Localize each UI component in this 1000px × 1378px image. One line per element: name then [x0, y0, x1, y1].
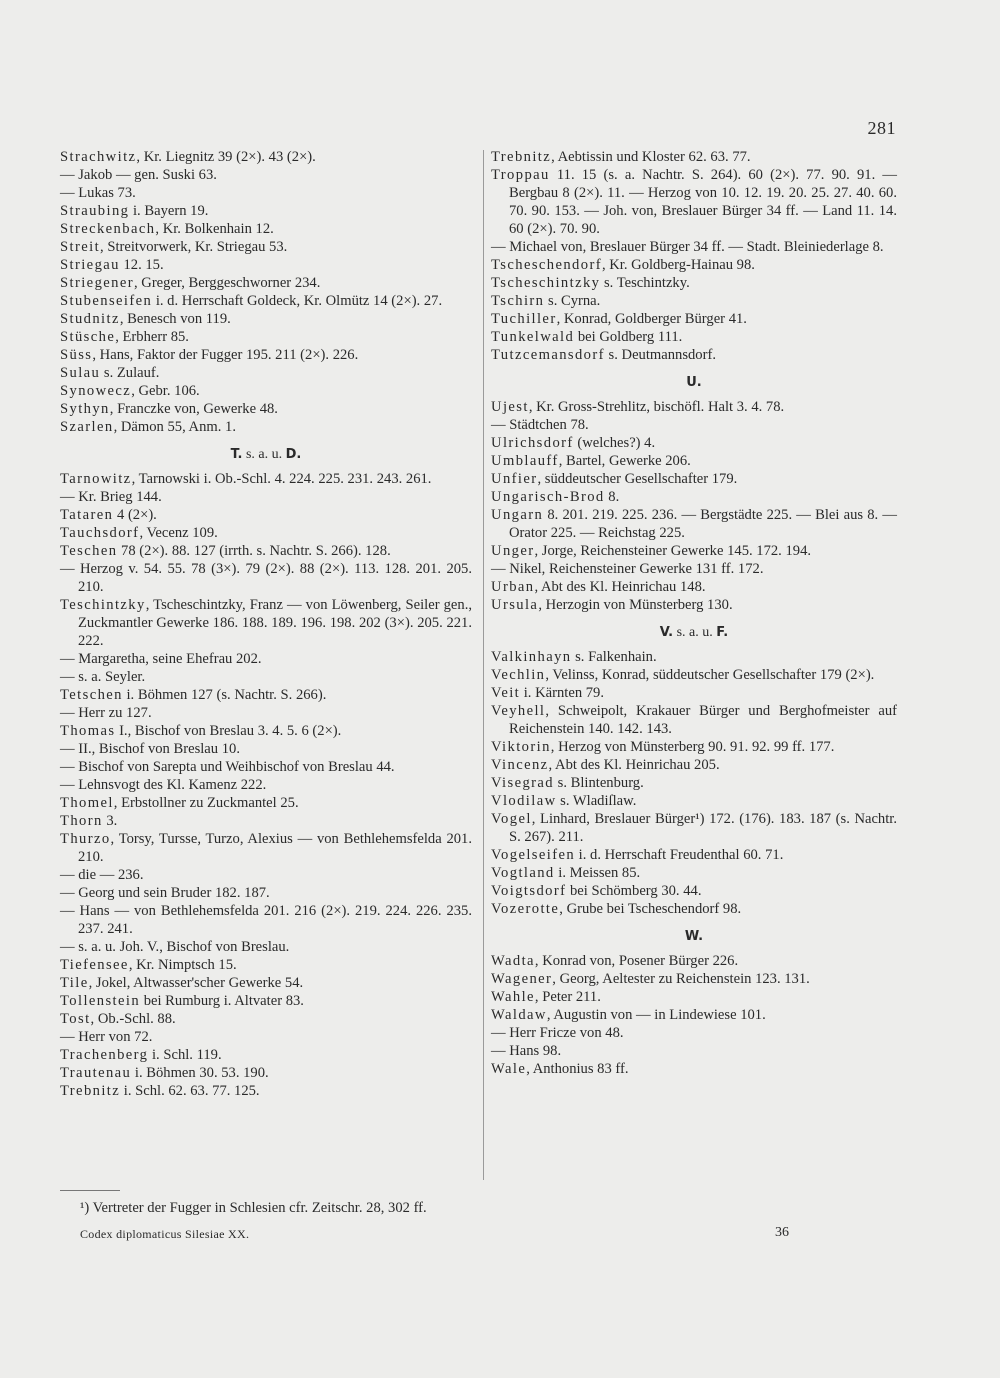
entry-headword: Tetschen: [60, 687, 123, 703]
index-entry: [60, 794, 472, 812]
entry-headword: Stüsche: [60, 329, 116, 345]
index-entry: [491, 952, 897, 970]
entry-text: , Tarnowski i. Ob.-Schl. 4. 224. 225. 231. 243. 261.: [131, 471, 432, 487]
entry-text: — Städtchen 78.: [491, 417, 589, 433]
entry-text: , Konrad von, Posener Bürger 226.: [534, 953, 739, 969]
index-entry: [491, 488, 897, 506]
page-number: 281: [867, 118, 896, 138]
entry-text: , Kr. Liegnitz 39 (2×). 43 (2×).: [136, 149, 316, 165]
entry-headword: Umblauff: [491, 453, 559, 469]
entry-headword: Streit: [60, 239, 101, 255]
index-entry: [491, 864, 897, 882]
entry-headword: Veit: [491, 685, 521, 701]
entry-text: , Anthonius 83 ff.: [526, 1061, 629, 1077]
index-subentry: [491, 1042, 897, 1060]
entry-headword: Wadta: [491, 953, 535, 969]
index-entry: [60, 722, 472, 740]
index-entry: [491, 148, 897, 166]
entry-text: i. d. Herrschaft Goldeck, Kr. Olmütz 14 (2×). 27.: [152, 293, 443, 309]
entry-headword: Visegrad: [491, 775, 555, 791]
index-entry: [60, 328, 472, 346]
index-entry: [491, 738, 897, 756]
entry-headword: Ungarisch-Brod: [491, 489, 605, 505]
entry-headword: Viktorin: [491, 739, 551, 755]
index-entry: [491, 702, 897, 738]
right-column: [491, 148, 897, 1078]
entry-text: 4 (2×).: [113, 507, 157, 523]
entry-text: — Lehnsvogt des Kl. Kamenz 222.: [60, 777, 267, 793]
entry-text: 11. 15 (s. a. Nachtr. S. 264). 60 (2×). 77. 90. 91. — Bergbau 8 (2×). 11. — Herzog von 10. 12. 19. 20. 25. 27. 40. 60. 70. 90. 153. — Joh. von, Breslauer Bürger 34 ff. — Land 11. 14. 60 (2×). 70. 90.: [509, 167, 897, 237]
entry-text: , Kr. Goldberg-Hainau 98.: [601, 257, 755, 273]
index-entry: [60, 400, 472, 418]
index-entry: [60, 238, 472, 256]
entry-text: , Dämon 55, Anm. 1.: [113, 419, 236, 435]
index-entry: [60, 418, 472, 436]
entry-headword: Ulrichsdorf: [491, 435, 574, 451]
entry-text: s. Blintenburg.: [554, 775, 644, 791]
index-entry: [491, 774, 897, 792]
entry-headword: Unfier: [491, 471, 538, 487]
index-subentry: [60, 758, 472, 776]
index-entry: [60, 596, 472, 650]
entry-text: — Herr Fricze von 48.: [491, 1025, 624, 1041]
section-letter: T.: [230, 447, 243, 462]
entry-text: , Streitvorwerk, Kr. Striegau 53.: [100, 239, 288, 255]
index-subentry: [60, 704, 472, 722]
index-entry: [491, 310, 897, 328]
entry-text: , Grube bei Tscheschendorf 98.: [559, 901, 742, 917]
left-column: [60, 148, 472, 1100]
entry-text: 8.: [604, 489, 620, 505]
entry-headword: Wagener: [491, 971, 553, 987]
entry-text: , Abt des Kl. Heinrichau 148.: [534, 579, 706, 595]
entry-headword: Vechlin: [491, 667, 546, 683]
entry-headword: Tile: [60, 975, 89, 991]
index-subentry: [60, 1028, 472, 1046]
entry-headword: Tost: [60, 1011, 91, 1027]
entry-text: , Peter 211.: [534, 989, 601, 1005]
index-entry: [60, 1064, 472, 1082]
index-entry: [60, 1082, 472, 1100]
index-entry: [491, 434, 897, 452]
entry-text: i. Böhmen 30. 53. 190.: [131, 1065, 269, 1081]
index-entry: [491, 542, 897, 560]
entry-text: 12. 15.: [119, 257, 164, 273]
entry-text: i. Kärnten 79.: [520, 685, 605, 701]
entry-headword: Unger: [491, 543, 535, 559]
entry-text: I., Bischof von Breslau 3. 4. 5. 6 (2×).: [115, 723, 342, 739]
entry-text: , Erbherr 85.: [115, 329, 189, 345]
index-subentry: [60, 166, 472, 184]
entry-text: — s. a. Seyler.: [60, 669, 146, 685]
signature-mark: 36: [775, 1225, 789, 1240]
entry-text: , Jokel, Altwasser'scher Gewerke 54.: [88, 975, 304, 991]
entry-text: , Franczke von, Gewerke 48.: [109, 401, 278, 417]
entry-text: — Bischof von Sarepta und Weihbischof von Breslau 44.: [60, 759, 395, 775]
section-heading: [60, 446, 472, 464]
index-subentry: [60, 650, 472, 668]
entry-text: bei Schömberg 30. 44.: [566, 883, 702, 899]
index-subentry: [60, 776, 472, 794]
entry-text: , Velinss, Konrad, süddeutscher Gesellschafter 179 (2×).: [545, 667, 875, 683]
entry-headword: Vlodilaw: [491, 793, 557, 809]
entry-text: , Herzog von Münsterberg 90. 91. 92. 99 ff. 177.: [550, 739, 835, 755]
entry-headword: Studnitz: [60, 311, 120, 327]
entry-headword: Ursula: [491, 597, 539, 613]
entry-text: , Kr. Nimptsch 15.: [128, 957, 237, 973]
index-entry: [60, 974, 472, 992]
index-entry: [491, 666, 897, 684]
entry-text: , Ob.-Schl. 88.: [90, 1011, 176, 1027]
entry-headword: Stubenseifen: [60, 293, 153, 309]
section-letter: W.: [684, 929, 704, 944]
index-entry: [60, 830, 472, 866]
index-entry: [491, 256, 897, 274]
index-entry: [491, 846, 897, 864]
entry-text: , Jorge, Reichensteiner Gewerke 145. 172. 194.: [534, 543, 812, 559]
index-entry: [60, 346, 472, 364]
entry-headword: Vozerotte: [491, 901, 560, 917]
entry-text: , Torsy, Tursse, Turzo, Alexius — von Bethlehemsfelda 201. 210.: [78, 831, 472, 865]
entry-headword: Sulau: [60, 365, 101, 381]
index-entry: [491, 166, 897, 238]
entry-text: , Kr. Gross-Strehlitz, bischöfl. Halt 3. 4. 78.: [528, 399, 785, 415]
entry-text: s. Falkenhain.: [571, 649, 657, 665]
section-letter: V.: [659, 625, 674, 640]
entry-headword: Tuchiller: [491, 311, 557, 327]
index-subentry: [60, 668, 472, 686]
index-subentry: [491, 416, 897, 434]
entry-text: , süddeutscher Gesellschafter 179.: [537, 471, 738, 487]
entry-text: , Konrad, Goldberger Bürger 41.: [556, 311, 747, 327]
index-entry: [491, 648, 897, 666]
entry-headword: Striegau: [60, 257, 120, 273]
entry-text: — Herr zu 127.: [60, 705, 152, 721]
entry-text: i. Schl. 62. 63. 77. 125.: [120, 1083, 260, 1099]
index-entry: [491, 1060, 897, 1078]
index-entry: [60, 470, 472, 488]
index-subentry: [491, 1024, 897, 1042]
entry-headword: Teschintzky: [60, 597, 146, 613]
entry-text: — Lukas 73.: [60, 185, 136, 201]
index-entry: [491, 398, 897, 416]
entry-text: — Michael von, Breslauer Bürger 34 ff. — Stadt. Bleiniederlage 8.: [491, 239, 884, 255]
index-entry: [60, 506, 472, 524]
entry-text: , Greger, Berggeschworner 234.: [133, 275, 321, 291]
index-subentry: [60, 866, 472, 884]
entry-headword: Süss: [60, 347, 93, 363]
entry-headword: Thurzo: [60, 831, 111, 847]
entry-text: — Hans — von Bethlehemsfelda 201. 216 (2×). 219. 224. 226. 235. 237. 241.: [60, 903, 472, 937]
entry-headword: Straubing: [60, 203, 130, 219]
entry-headword: Voigtsdorf: [491, 883, 567, 899]
entry-headword: Wale: [491, 1061, 527, 1077]
section-see-also: s. a. u.: [242, 447, 286, 462]
index-entry: [60, 812, 472, 830]
entry-text: , Schweipolt, Krakauer Bürger und Berghofmeister auf Reichenstein 140. 142. 143.: [509, 703, 897, 737]
entry-headword: Striegener: [60, 275, 134, 291]
section-heading: [491, 928, 897, 946]
entry-headword: Urban: [491, 579, 535, 595]
entry-headword: Wahle: [491, 989, 535, 1005]
index-entry: [60, 220, 472, 238]
entry-headword: Trautenau: [60, 1065, 132, 1081]
index-entry: [60, 686, 472, 704]
entry-text: i. Schl. 119.: [148, 1047, 222, 1063]
index-subentry: [60, 938, 472, 956]
index-entry: [491, 578, 897, 596]
entry-text: , Augustin von — in Lindewiese 101.: [546, 1007, 766, 1023]
entry-text: bei Rumburg i. Altvater 83.: [140, 993, 304, 1009]
index-entry: [60, 310, 472, 328]
section-see-also-letter: F.: [716, 625, 729, 640]
entry-text: , Georg, Aeltester zu Reichenstein 123. 131.: [552, 971, 810, 987]
entry-text: bei Goldberg 111.: [574, 329, 683, 345]
index-entry: [60, 956, 472, 974]
index-entry: [491, 470, 897, 488]
index-entry: [60, 274, 472, 292]
entry-text: s. Teschintzky.: [600, 275, 690, 291]
entry-text: s. Cyrna.: [544, 293, 601, 309]
entry-headword: Vogelseifen: [491, 847, 576, 863]
entry-text: 3.: [102, 813, 118, 829]
index-subentry: [60, 184, 472, 202]
entry-headword: Tiefensee: [60, 957, 129, 973]
index-entry: [60, 992, 472, 1010]
entry-text: , Tscheschintzky, Franz — von Löwenberg, Seiler gen., Zuckmantler Gewerke 186. 188. 189. 196. 198. 202 (3×). 205. 221. 222.: [78, 597, 472, 649]
entry-text: — Georg und sein Bruder 182. 187.: [60, 885, 270, 901]
index-subentry: [491, 560, 897, 578]
entry-headword: Vincenz: [491, 757, 549, 773]
entry-text: i. Meissen 85.: [554, 865, 641, 881]
entry-headword: Trachenberg: [60, 1047, 149, 1063]
index-entry: [60, 364, 472, 382]
index-entry: [491, 900, 897, 918]
entry-headword: Tauchsdorf: [60, 525, 140, 541]
entry-text: , Herzogin von Münsterberg 130.: [538, 597, 733, 613]
entry-text: , Kr. Bolkenhain 12.: [155, 221, 274, 237]
index-subentry: [60, 902, 472, 938]
entry-text: s. Wladiſlaw.: [556, 793, 637, 809]
entry-headword: Ujest: [491, 399, 529, 415]
index-entry: [491, 792, 897, 810]
index-entry: [491, 970, 897, 988]
entry-headword: Tutzcemansdorf: [491, 347, 605, 363]
entry-headword: Szarlen: [60, 419, 114, 435]
entry-text: i. Böhmen 127 (s. Nachtr. S. 266).: [122, 687, 327, 703]
entry-text: , Gebr. 106.: [131, 383, 200, 399]
index-entry: [491, 274, 897, 292]
index-entry: [491, 452, 897, 470]
entry-headword: Ungarn: [491, 507, 544, 523]
index-entry: [491, 684, 897, 702]
entry-text: — Herr von 72.: [60, 1029, 153, 1045]
entry-headword: Vogtland: [491, 865, 555, 881]
entry-text: — s. a. u. Joh. V., Bischof von Breslau.: [60, 939, 290, 955]
index-subentry: [60, 488, 472, 506]
entry-headword: Tataren: [60, 507, 114, 523]
entry-headword: Tschirn: [491, 293, 545, 309]
entry-headword: Tarnowitz: [60, 471, 132, 487]
entry-text: — Margaretha, seine Ehefrau 202.: [60, 651, 262, 667]
index-entry: [60, 1046, 472, 1064]
index-entry: [491, 988, 897, 1006]
entry-text: , Benesch von 119.: [119, 311, 231, 327]
entry-headword: Synowecz: [60, 383, 132, 399]
entry-headword: Valkinhayn: [491, 649, 572, 665]
entry-headword: Teschen: [60, 543, 118, 559]
entry-headword: Strachwitz: [60, 149, 137, 165]
entry-text: — Hans 98.: [491, 1043, 562, 1059]
entry-headword: Veyhell: [491, 703, 546, 719]
entry-headword: Sythyn: [60, 401, 110, 417]
entry-headword: Streckenbach: [60, 221, 156, 237]
index-entry: [60, 1010, 472, 1028]
footnote-rule: [60, 1190, 120, 1191]
entry-text: i. Bayern 19.: [129, 203, 209, 219]
index-entry: [491, 346, 897, 364]
index-entry: [60, 292, 472, 310]
index-entry: [60, 256, 472, 274]
entry-headword: Vogel: [491, 811, 532, 827]
index-entry: [60, 148, 472, 166]
index-entry: [491, 596, 897, 614]
index-entry: [491, 1006, 897, 1024]
index-subentry: [60, 884, 472, 902]
entry-text: , Aebtissin und Kloster 62. 63. 77.: [551, 149, 751, 165]
index-subentry: [491, 238, 897, 256]
entry-headword: Trebnitz: [491, 149, 552, 165]
index-entry: [491, 882, 897, 900]
section-see-also: s. a. u.: [673, 625, 717, 640]
entry-text: (welches?) 4.: [573, 435, 656, 451]
footnote: ¹) Vertreter der Fugger in Schlesien cfr. Zeitschr. 28, 302 ff.: [80, 1200, 427, 1216]
section-heading: [491, 374, 897, 392]
entry-text: 8. 201. 219. 225. 236. — Bergstädte 225. — Blei aus 8. — Orator 225. — Reichstag 225.: [509, 507, 897, 541]
section-see-also-letter: D.: [285, 447, 302, 462]
index-entry: [491, 328, 897, 346]
index-entry: [491, 810, 897, 846]
entry-text: s. Zulauf.: [100, 365, 160, 381]
entry-text: — Nikel, Reichensteiner Gewerke 131 ff. 172.: [491, 561, 764, 577]
entry-text: , Bartel, Gewerke 206.: [558, 453, 691, 469]
index-entry: [491, 506, 897, 542]
entry-text: , Erbstollner zu Zuckmantel 25.: [113, 795, 299, 811]
entry-text: — Kr. Brieg 144.: [60, 489, 162, 505]
entry-headword: Trebnitz: [60, 1083, 121, 1099]
index-entry: [60, 524, 472, 542]
index-entry: [60, 542, 472, 560]
entry-text: — II., Bischof von Breslau 10.: [60, 741, 240, 757]
entry-headword: Thomas: [60, 723, 116, 739]
entry-text: s. Deutmannsdorf.: [604, 347, 716, 363]
entry-text: , Linhard, Breslauer Bürger¹) 172. (176). 183. 187 (s. Nachtr. S. 267). 211.: [509, 811, 897, 845]
index-entry: [491, 756, 897, 774]
index-entry: [60, 382, 472, 400]
entry-text: — Herzog v. 54. 55. 78 (3×). 79 (2×). 88 (2×). 113. 128. 201. 205. 210.: [60, 561, 472, 595]
entry-headword: Waldaw: [491, 1007, 547, 1023]
index-subentry: [60, 560, 472, 596]
imprint: Codex diplomaticus Silesiae XX.: [80, 1227, 250, 1241]
entry-headword: Thorn: [60, 813, 103, 829]
index-entry: [491, 292, 897, 310]
entry-text: — die — 236.: [60, 867, 144, 883]
entry-text: , Abt des Kl. Heinrichau 205.: [548, 757, 720, 773]
column-divider: [483, 150, 484, 1180]
entry-text: i. d. Herrschaft Freudenthal 60. 71.: [575, 847, 784, 863]
index-subentry: [60, 740, 472, 758]
entry-headword: Tscheschintzky: [491, 275, 601, 291]
index-entry: [60, 202, 472, 220]
entry-text: , Vecenz 109.: [139, 525, 218, 541]
entry-headword: Tscheschendorf: [491, 257, 602, 273]
section-letter: U.: [686, 375, 702, 390]
section-heading: [491, 624, 897, 642]
entry-text: 78 (2×). 88. 127 (irrth. s. Nachtr. S. 266). 128.: [117, 543, 391, 559]
entry-text: , Hans, Faktor der Fugger 195. 211 (2×). 226.: [92, 347, 359, 363]
entry-text: — Jakob — gen. Suski 63.: [60, 167, 217, 183]
entry-headword: Troppau: [491, 167, 550, 183]
entry-headword: Thomel: [60, 795, 114, 811]
entry-headword: Tollenstein: [60, 993, 141, 1009]
entry-headword: Tunkelwald: [491, 329, 575, 345]
